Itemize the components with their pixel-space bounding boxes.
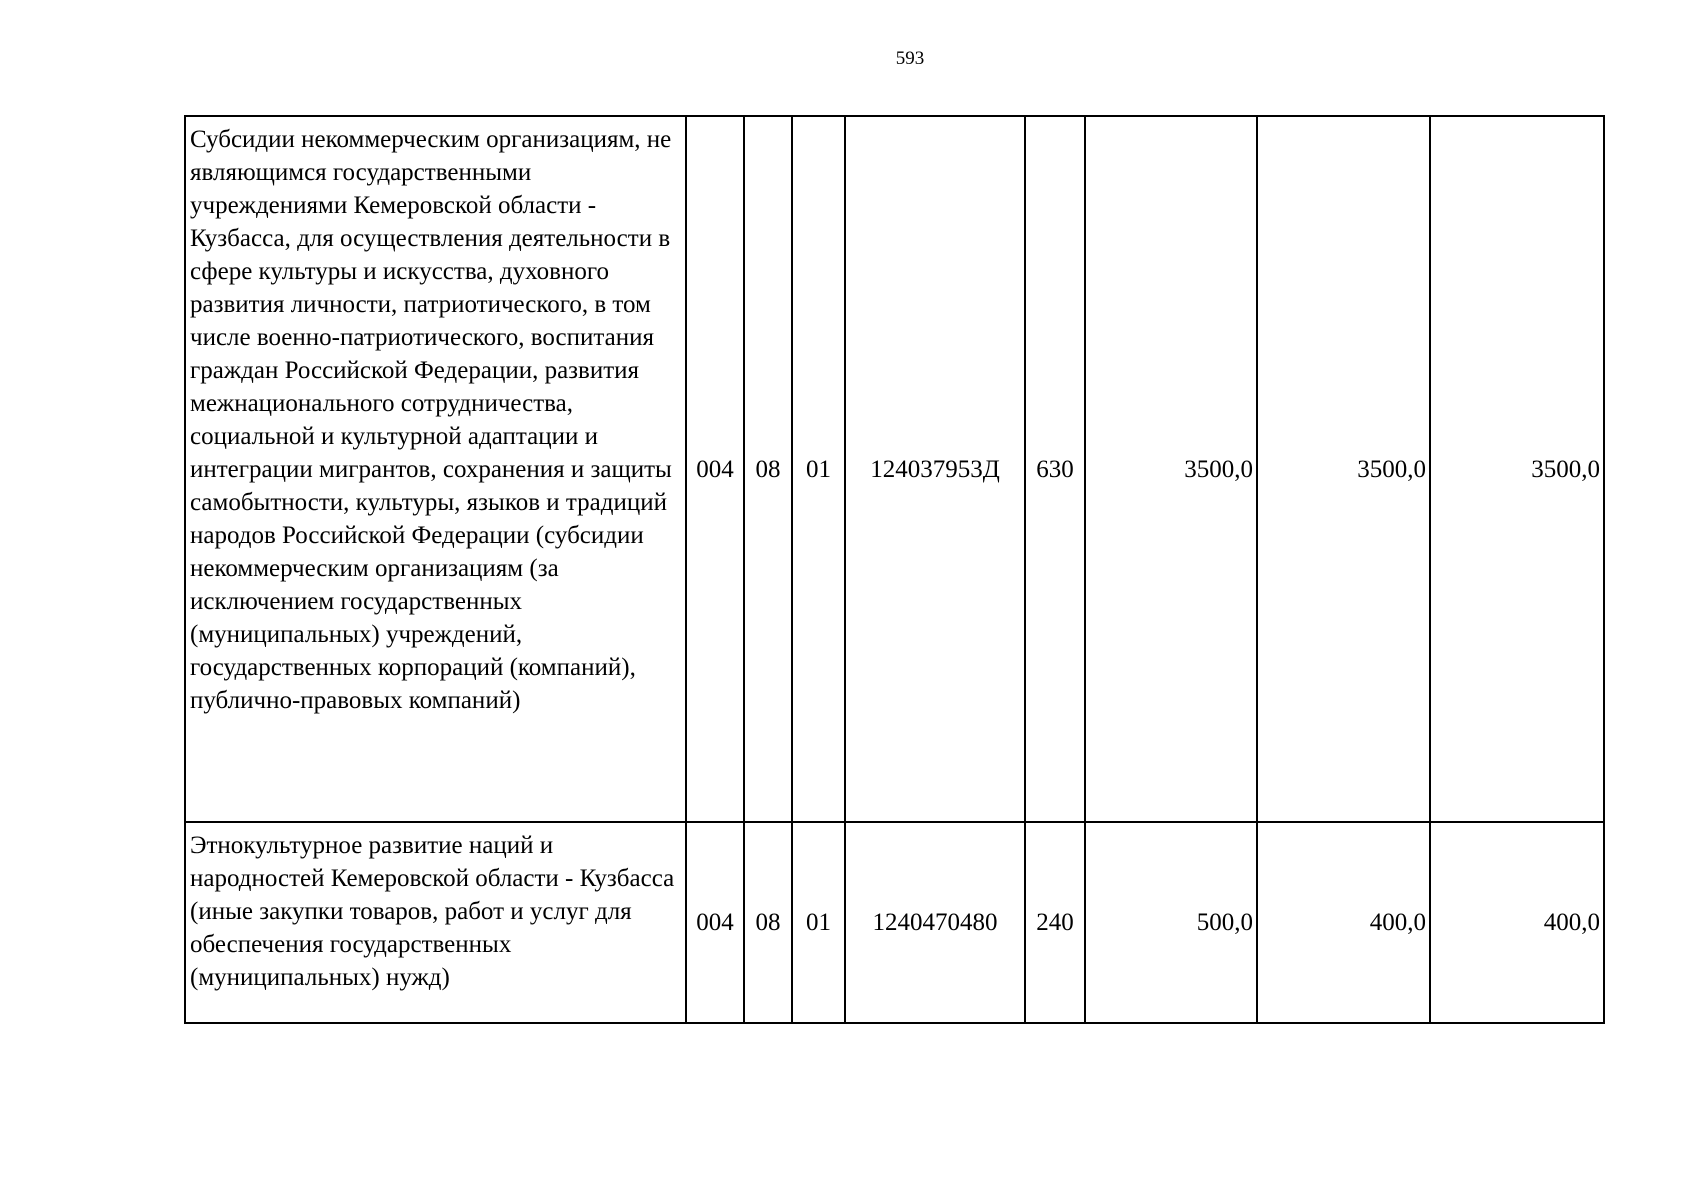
budget-table xyxy=(184,115,1605,1024)
row-description: Субсидии некоммерческим организациям, не являющимся государственными учреждениями Кемеровской области - Кузбасса, для осуществления деятельности в сфере культуры и искусства, духовного развития личности, патриотического, в том числе военно-патриотического, воспитания граждан Российской Федерации, развития межнационального сотрудничества, социальной и культурной адаптации и интеграции мигрантов, сохранения и защиты самобытности, культуры, языков и традиций народов Российской Федерации (субсидии некоммерческим организациям (за исключением государственных (муниципальных) учреждений, государственных корпораций (компаний), публично-правовых компаний) xyxy=(185,116,686,822)
amount-year-2: 400,0 xyxy=(1257,822,1430,1023)
table-row xyxy=(185,116,1604,822)
subsection-code: 01 xyxy=(792,822,845,1023)
row-description: Этнокультурное развитие наций и народностей Кемеровской области - Кузбасса (иные закупки товаров, работ и услуг для обеспечения государственных (муниципальных) нужд) xyxy=(185,822,686,1023)
subsection-code: 01 xyxy=(792,116,845,822)
section-code: 08 xyxy=(744,116,792,822)
ministry-code: 004 xyxy=(686,116,744,822)
section-code: 08 xyxy=(744,822,792,1023)
amount-year-3: 3500,0 xyxy=(1430,116,1604,822)
expense-type-code: 240 xyxy=(1025,822,1085,1023)
target-article-code: 124037953Д xyxy=(845,116,1025,822)
target-article-code: 1240470480 xyxy=(845,822,1025,1023)
table-row xyxy=(185,822,1604,1023)
amount-year-1: 3500,0 xyxy=(1085,116,1257,822)
page-number: 593 xyxy=(895,48,925,69)
amount-year-3: 400,0 xyxy=(1430,822,1604,1023)
amount-year-2: 3500,0 xyxy=(1257,116,1430,822)
expense-type-code: 630 xyxy=(1025,116,1085,822)
amount-year-1: 500,0 xyxy=(1085,822,1257,1023)
ministry-code: 004 xyxy=(686,822,744,1023)
